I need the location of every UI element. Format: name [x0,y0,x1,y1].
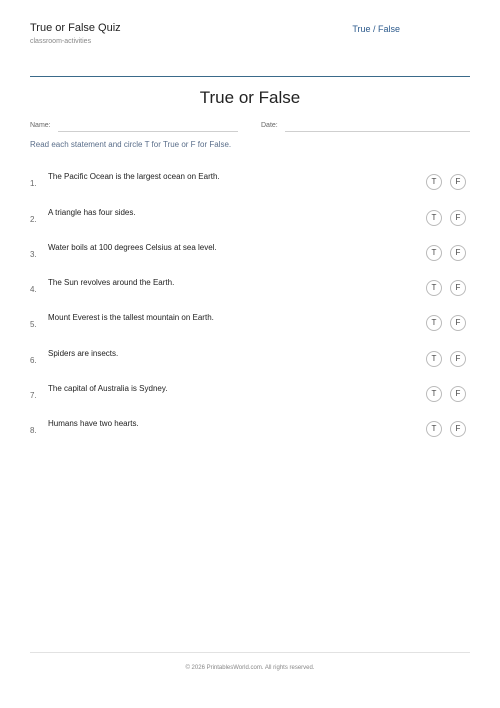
question-number: 1. [30,179,37,188]
question-number: 3. [30,250,37,259]
false-option[interactable]: F [450,245,466,261]
document-category: classroom-activities [30,38,92,45]
question-text: Mount Everest is the tallest mountain on Earth. [48,313,214,322]
question-text: The Pacific Ocean is the largest ocean on Earth. [48,172,220,181]
name-label: Name: [30,122,51,129]
copyright-notice: © 2026 PrintablesWorld.com. All rights reserved. [185,665,315,671]
question-number: 8. [30,426,37,435]
true-option[interactable]: T [426,174,442,190]
false-option[interactable]: F [450,210,466,226]
false-option[interactable]: F [450,351,466,367]
question-number: 7. [30,391,37,400]
question-row [30,278,470,308]
date-field[interactable] [285,131,470,132]
question-text: The capital of Australia is Sydney. [48,384,168,393]
question-row [30,208,470,238]
question-text: Humans have two hearts. [48,419,139,428]
false-option[interactable]: F [450,315,466,331]
question-text: Spiders are insects. [48,349,119,358]
instructions: Read each statement and circle T for True or F for False. [30,140,232,149]
header-divider [30,76,470,77]
false-option[interactable]: F [450,421,466,437]
true-option[interactable]: T [426,315,442,331]
question-text: A triangle has four sides. [48,208,136,217]
question-row [30,243,470,273]
question-row [30,313,470,343]
question-number: 6. [30,356,37,365]
question-text: Water boils at 100 degrees Celsius at sea level. [48,243,217,252]
true-option[interactable]: T [426,421,442,437]
true-option[interactable]: T [426,351,442,367]
date-label: Date: [261,122,278,129]
question-number: 5. [30,320,37,329]
question-row [30,384,470,414]
footer-divider [30,652,470,653]
false-option[interactable]: F [450,174,466,190]
true-option[interactable]: T [426,386,442,402]
false-option[interactable]: F [450,386,466,402]
question-number: 2. [30,215,37,224]
true-option[interactable]: T [426,210,442,226]
true-option[interactable]: T [426,280,442,296]
category-link[interactable]: True / False [352,24,400,34]
question-text: The Sun revolves around the Earth. [48,278,175,287]
true-option[interactable]: T [426,245,442,261]
question-row [30,419,470,449]
question-row [30,172,470,202]
question-number: 4. [30,285,37,294]
name-field[interactable] [58,131,238,132]
worksheet-title: True or False [199,88,301,107]
document-title: True or False Quiz [30,22,121,34]
false-option[interactable]: F [450,280,466,296]
question-row [30,349,470,379]
